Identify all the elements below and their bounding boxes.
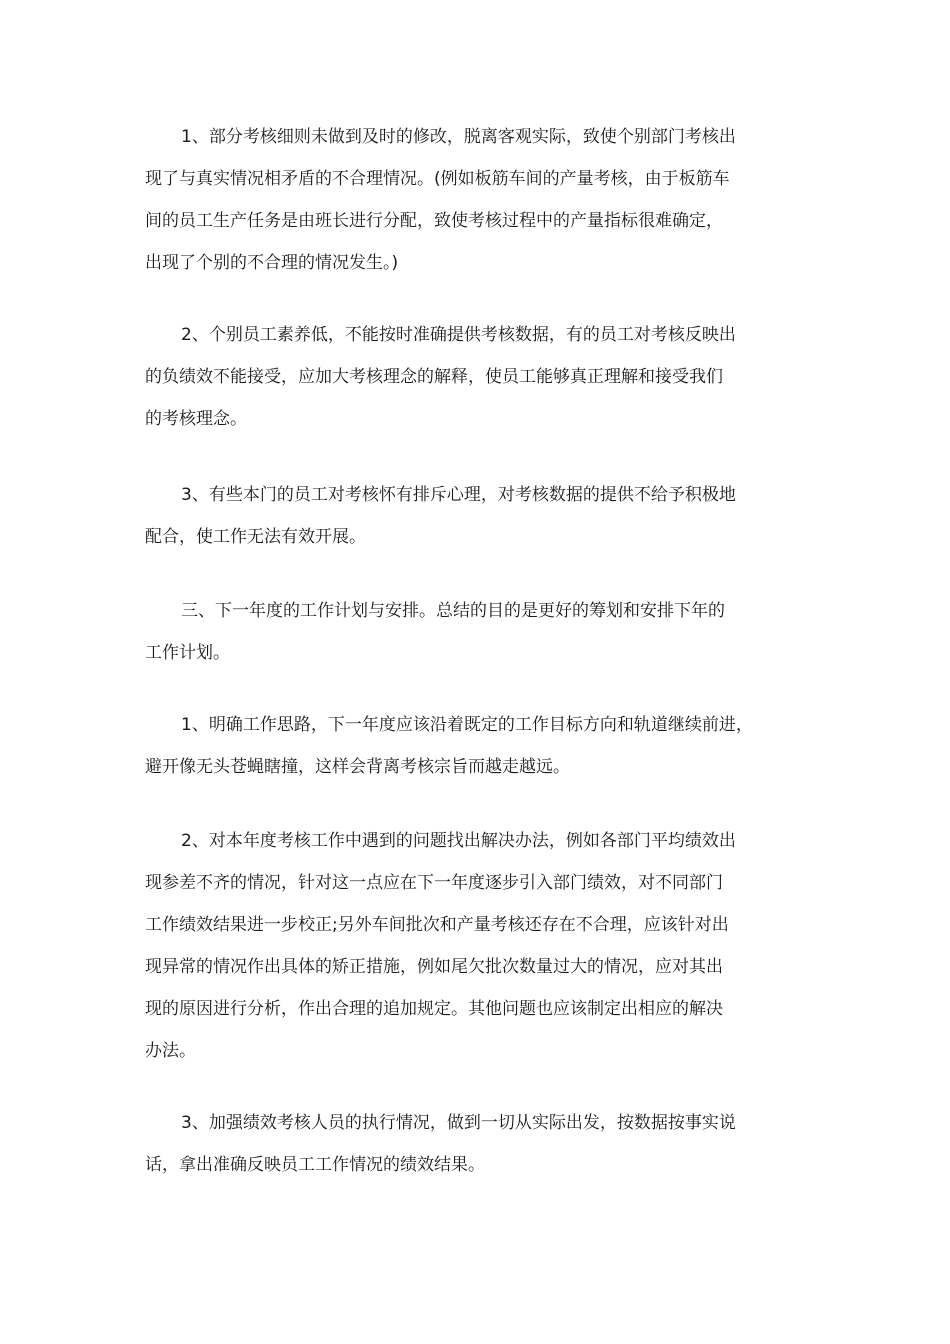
- text-line: 三、下一年度的工作计划与安排。总结的目的是更好的筹划和安排下年的: [181, 601, 725, 621]
- text-line: 现异常的情况作出具体的矫正措施，例如尾欠批次数量过大的情况，应对其出: [145, 957, 723, 977]
- text-line: 的负绩效不能接受，应加大考核理念的解释，使员工能够真正理解和接受我们: [145, 367, 723, 387]
- paragraph-resistance-issue: [145, 474, 815, 558]
- text-line: 3、加强绩效考核人员的执行情况，做到一切从实际出发，按数据按事实说: [181, 1113, 736, 1133]
- text-line: 现参差不齐的情况，针对这一点应在下一年度逐步引入部门绩效，对不同部门: [145, 873, 723, 893]
- paragraph-assessment-rules-issue: [145, 116, 815, 284]
- text-line: 避开像无头苍蝇瞎撞，这样会背离考核宗旨而越走越远。: [145, 757, 570, 777]
- text-line: 1、部分考核细则未做到及时的修改，脱离客观实际，致使个别部门考核出: [181, 127, 736, 147]
- text-line: 办法。: [145, 1041, 196, 1061]
- text-line: 话，拿出准确反映员工工作情况的绩效结果。: [145, 1155, 485, 1175]
- text-line: 现的原因进行分析，作出合理的追加规定。其他问题也应该制定出相应的解决: [145, 999, 723, 1019]
- text-line: 配合，使工作无法有效开展。: [145, 527, 366, 547]
- paragraph-plan-item-1: [145, 704, 815, 788]
- section-heading-next-year-plan: [145, 590, 815, 674]
- text-line: 工作计划。: [145, 643, 230, 663]
- text-line: 3、有些本门的员工对考核怀有排斥心理，对考核数据的提供不给予积极地: [181, 485, 736, 505]
- text-line: 出现了个别的不合理的情况发生。): [145, 253, 399, 273]
- text-line: 2、对本年度考核工作中遇到的问题找出解决办法，例如各部门平均绩效出: [181, 831, 736, 851]
- text-line: 1、明确工作思路，下一年度应该沿着既定的工作目标方向和轨道继续前进，: [181, 715, 753, 735]
- text-line: 间的员工生产任务是由班长进行分配，致使考核过程中的产量指标很难确定，: [145, 211, 723, 231]
- text-line: 的考核理念。: [145, 409, 247, 429]
- text-line: 现了与真实情况相矛盾的不合理情况。(例如板筋车间的产量考核，由于板筋车: [145, 169, 730, 189]
- paragraph-plan-item-2: [145, 820, 815, 1072]
- paragraph-plan-item-3: [145, 1102, 815, 1186]
- paragraph-employee-quality-issue: [145, 314, 815, 440]
- text-line: 工作绩效结果进一步校正;另外车间批次和产量考核还存在不合理，应该针对出: [145, 915, 729, 935]
- text-line: 2、个别员工素养低，不能按时准确提供考核数据，有的员工对考核反映出: [181, 325, 736, 345]
